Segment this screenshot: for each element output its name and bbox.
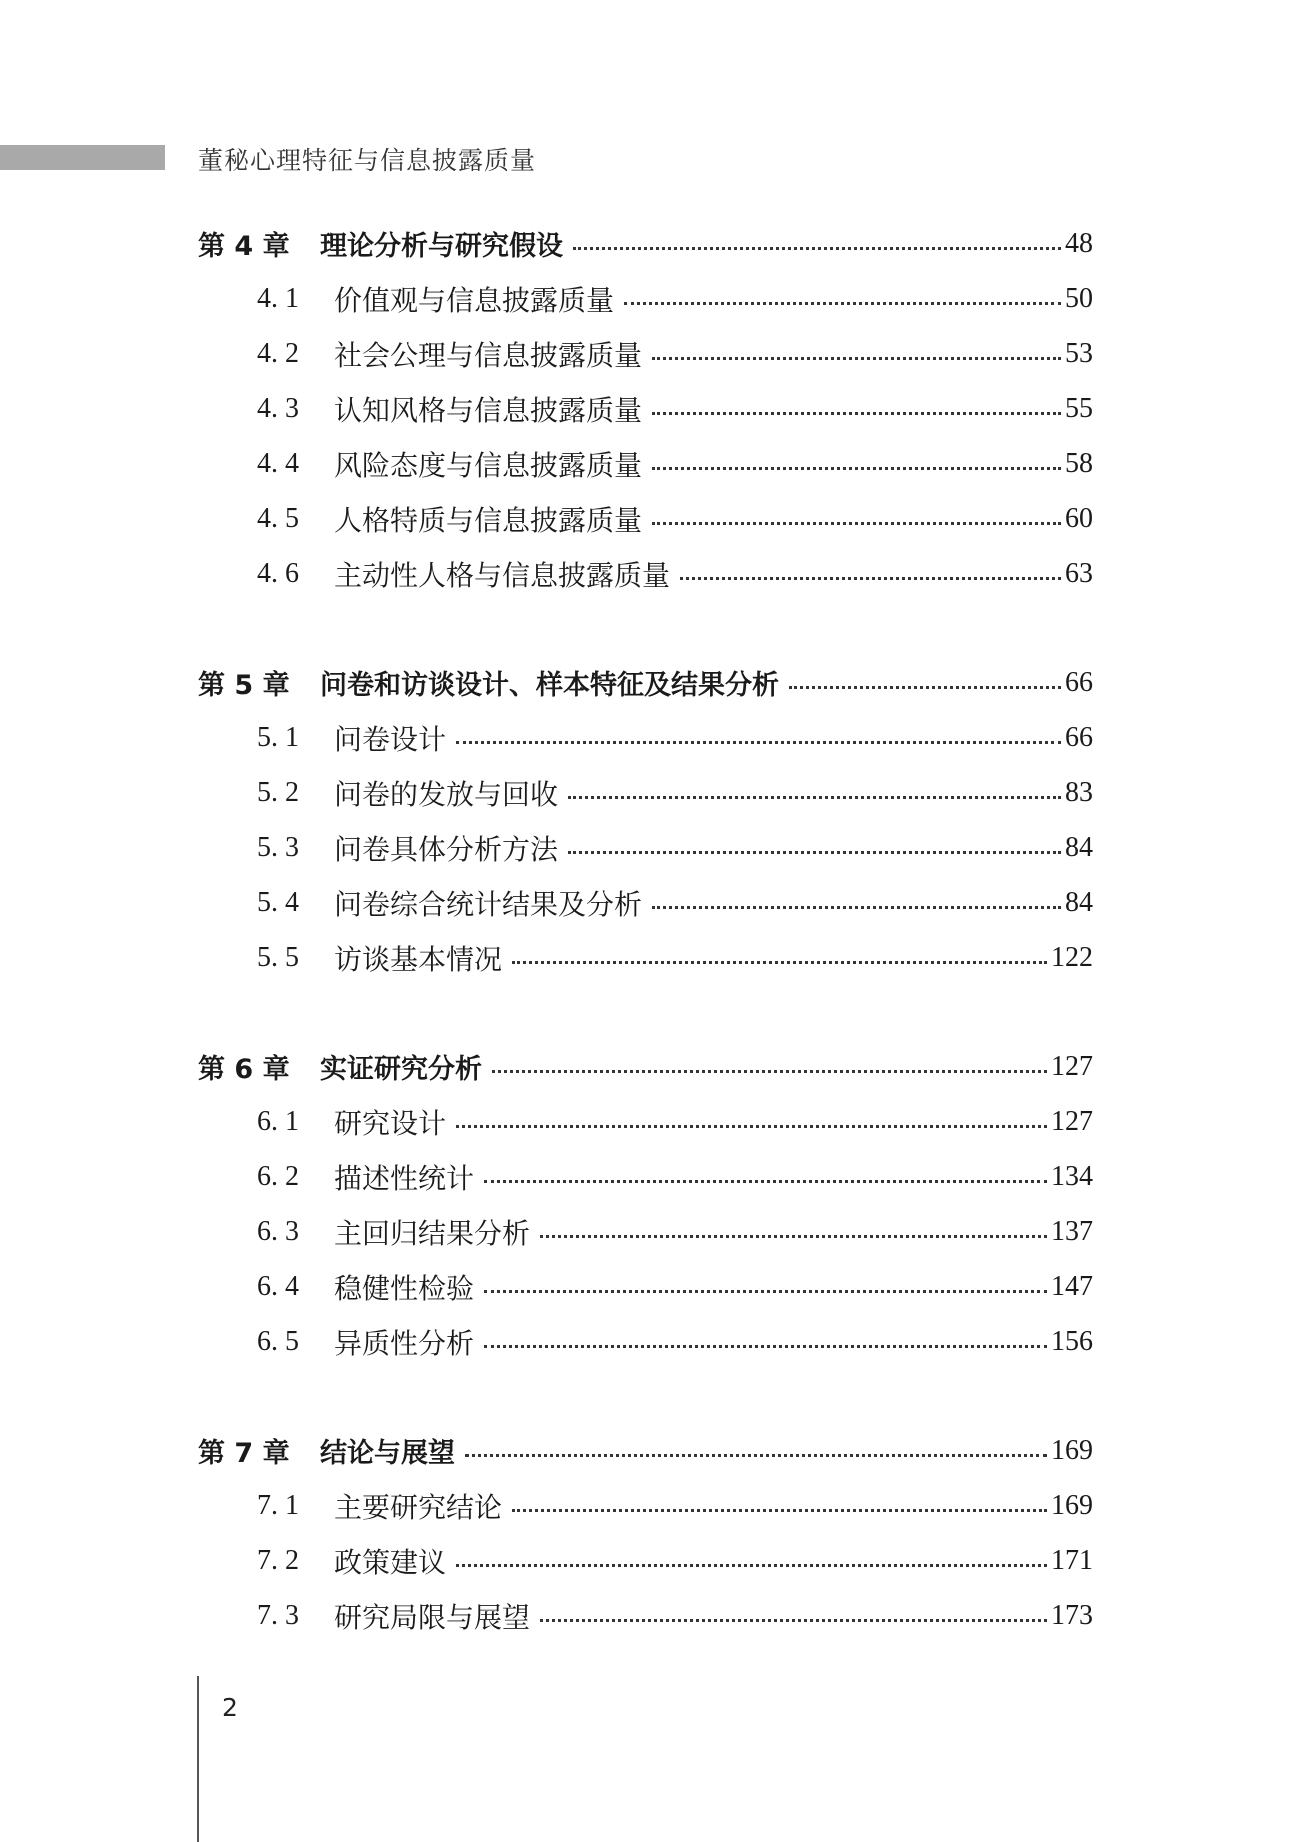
- page-ref: 66: [1065, 721, 1093, 753]
- toc-chapter-entry: [0, 1039, 1291, 1094]
- toc-chapter-block: [0, 1039, 1291, 1369]
- dot-leader: [568, 850, 1061, 854]
- dot-leader: [484, 1289, 1047, 1293]
- toc-section-entry: [0, 1314, 1291, 1369]
- section-number: 6. 5: [257, 1325, 299, 1357]
- toc-section-entry: [0, 546, 1291, 601]
- toc-section-entry: [0, 1204, 1291, 1259]
- dot-leader: [484, 1179, 1047, 1183]
- dot-leader: [492, 1069, 1047, 1073]
- toc-section-entry: [0, 1149, 1291, 1204]
- toc-chapter-entry: [0, 1423, 1291, 1478]
- dot-leader: [652, 356, 1061, 360]
- section-title: 问卷设计: [334, 722, 447, 756]
- section-title: 研究局限与展望: [334, 1600, 531, 1634]
- page-ref: 147: [1051, 1270, 1093, 1302]
- page-ref: 58: [1065, 447, 1093, 479]
- page-ref: 48: [1065, 227, 1093, 259]
- header-gray-bar: [0, 145, 165, 170]
- page-ref: 84: [1065, 831, 1093, 863]
- toc-section-entry: [0, 875, 1291, 930]
- dot-leader: [512, 960, 1047, 964]
- section-title: 稳健性检验: [334, 1271, 475, 1305]
- dot-leader: [573, 246, 1061, 250]
- toc-section-entry: [0, 1259, 1291, 1314]
- toc-section-entry: [0, 491, 1291, 546]
- page-number: 2: [222, 1693, 238, 1722]
- dot-leader: [652, 521, 1061, 525]
- section-number: 4. 5: [257, 502, 299, 534]
- section-number: 6. 4: [257, 1270, 299, 1302]
- section-title: 社会公理与信息披露质量: [334, 338, 643, 372]
- page-ref: 127: [1051, 1105, 1093, 1137]
- section-number: 5. 1: [257, 721, 299, 753]
- section-title: 描述性统计: [334, 1161, 475, 1195]
- toc-section-entry: [0, 1094, 1291, 1149]
- running-title: 董秘心理特征与信息披露质量: [198, 146, 537, 175]
- dot-leader: [456, 1563, 1047, 1567]
- chapter-title: 结论与展望: [320, 1438, 455, 1469]
- dot-leader: [456, 740, 1061, 744]
- page-ref: 169: [1051, 1489, 1093, 1521]
- dot-leader: [568, 795, 1061, 799]
- toc-section-entry: [0, 436, 1291, 491]
- dot-leader: [624, 301, 1061, 305]
- toc-chapter-block: [0, 216, 1291, 601]
- toc-section-entry: [0, 381, 1291, 436]
- table-of-contents: [0, 216, 1291, 1697]
- page-ref: 127: [1051, 1050, 1093, 1082]
- toc-section-entry: [0, 710, 1291, 765]
- section-title: 政策建议: [334, 1545, 447, 1579]
- toc-section-entry: [0, 820, 1291, 875]
- section-number: 4. 3: [257, 392, 299, 424]
- chapter-number: 第 4 章: [198, 231, 290, 262]
- dot-leader: [456, 1124, 1047, 1128]
- section-number: 4. 1: [257, 282, 299, 314]
- dot-leader: [540, 1618, 1047, 1622]
- toc-section-entry: [0, 930, 1291, 985]
- dot-leader: [484, 1344, 1047, 1348]
- section-number: 5. 5: [257, 941, 299, 973]
- section-title: 异质性分析: [334, 1326, 475, 1360]
- section-number: 5. 4: [257, 886, 299, 918]
- chapter-title: 实证研究分析: [320, 1054, 482, 1085]
- section-number: 4. 6: [257, 557, 299, 589]
- page-ref: 60: [1065, 502, 1093, 534]
- dot-leader: [652, 905, 1061, 909]
- section-title: 问卷的发放与回收: [334, 777, 559, 811]
- page-ref: 156: [1051, 1325, 1093, 1357]
- section-number: 6. 1: [257, 1105, 299, 1137]
- dot-leader: [789, 685, 1061, 689]
- section-number: 4. 4: [257, 447, 299, 479]
- dot-leader: [652, 466, 1061, 470]
- chapter-number: 第 5 章: [198, 670, 290, 701]
- dot-leader: [680, 576, 1061, 580]
- toc-chapter-entry: [0, 216, 1291, 271]
- footer-rule: [197, 1676, 199, 1842]
- page-ref: 122: [1051, 941, 1093, 973]
- chapter-title: 理论分析与研究假设: [320, 231, 563, 262]
- toc-section-entry: [0, 1478, 1291, 1533]
- section-number: 5. 2: [257, 776, 299, 808]
- chapter-title: 问卷和访谈设计、样本特征及结果分析: [320, 670, 779, 701]
- toc-section-entry: [0, 1588, 1291, 1643]
- section-title: 研究设计: [334, 1106, 447, 1140]
- section-number: 7. 2: [257, 1544, 299, 1576]
- page-ref: 66: [1065, 666, 1093, 698]
- section-title: 主回归结果分析: [334, 1216, 531, 1250]
- chapter-number: 第 7 章: [198, 1438, 290, 1469]
- toc-section-entry: [0, 326, 1291, 381]
- dot-leader: [540, 1234, 1047, 1238]
- page-ref: 134: [1051, 1160, 1093, 1192]
- toc-section-entry: [0, 765, 1291, 820]
- page-ref: 173: [1051, 1599, 1093, 1631]
- toc-section-entry: [0, 271, 1291, 326]
- page-ref: 137: [1051, 1215, 1093, 1247]
- page-ref: 50: [1065, 282, 1093, 314]
- toc-chapter-block: [0, 1423, 1291, 1643]
- toc-chapter-entry: [0, 655, 1291, 710]
- section-number: 6. 3: [257, 1215, 299, 1247]
- section-number: 4. 2: [257, 337, 299, 369]
- page-ref: 53: [1065, 337, 1093, 369]
- toc-chapter-block: [0, 655, 1291, 985]
- section-number: 5. 3: [257, 831, 299, 863]
- page-ref: 84: [1065, 886, 1093, 918]
- dot-leader: [465, 1453, 1047, 1457]
- section-number: 7. 3: [257, 1599, 299, 1631]
- page-ref: 169: [1051, 1434, 1093, 1466]
- chapter-number: 第 6 章: [198, 1054, 290, 1085]
- page-ref: 55: [1065, 392, 1093, 424]
- section-title: 问卷具体分析方法: [334, 832, 559, 866]
- toc-section-entry: [0, 1533, 1291, 1588]
- dot-leader: [512, 1508, 1047, 1512]
- page-ref: 63: [1065, 557, 1093, 589]
- section-title: 访谈基本情况: [334, 942, 503, 976]
- section-title: 认知风格与信息披露质量: [334, 393, 643, 427]
- page-ref: 171: [1051, 1544, 1093, 1576]
- page-ref: 83: [1065, 776, 1093, 808]
- section-number: 6. 2: [257, 1160, 299, 1192]
- section-title: 主要研究结论: [334, 1490, 503, 1524]
- section-title: 价值观与信息披露质量: [334, 283, 615, 317]
- dot-leader: [652, 411, 1061, 415]
- section-number: 7. 1: [257, 1489, 299, 1521]
- section-title: 问卷综合统计结果及分析: [334, 887, 643, 921]
- section-title: 人格特质与信息披露质量: [334, 503, 643, 537]
- section-title: 风险态度与信息披露质量: [334, 448, 643, 482]
- section-title: 主动性人格与信息披露质量: [334, 558, 671, 592]
